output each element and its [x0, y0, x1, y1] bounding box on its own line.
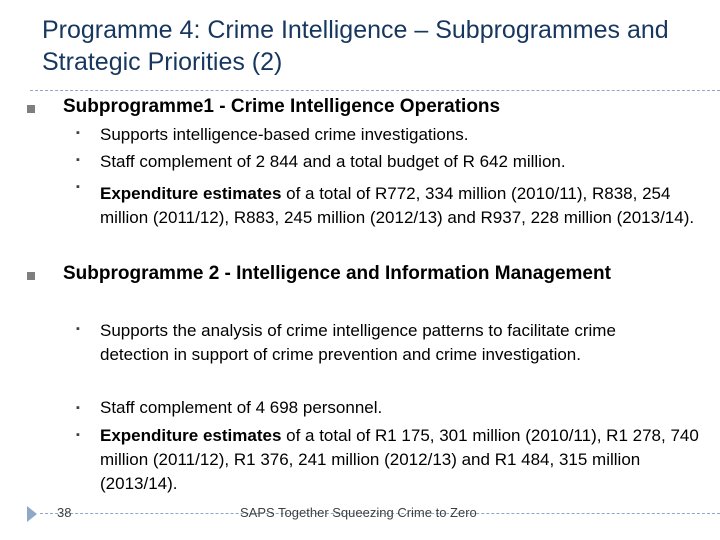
square-bullet-icon: [76, 405, 83, 412]
list-item: [100, 424, 710, 496]
page-number: 38: [57, 505, 72, 520]
item-text: of a total of R772, 334 million (2010/11), R838, 254 million (2011/12), R883, 245 million (2012/13) and R937, 228 million (2013/14).: [100, 184, 695, 227]
footer-slogan: SAPS Together Squeezing Crime to Zero: [240, 505, 477, 520]
title-divider: [30, 90, 720, 91]
square-bullet-icon: [76, 326, 83, 333]
section-heading: Subprogramme 2 - Intelligence and Information Management: [63, 263, 611, 284]
square-bullet-icon: [76, 130, 83, 137]
item-text: of a total of R1 175, 301 million (2010/11), R1 278, 740 million (2011/12), R1 376, 241 million (2012/13) and R1 484, 315 million (2013/14).: [100, 426, 699, 493]
section-heading: Subprogramme1 - Crime Intelligence Operations: [63, 96, 501, 117]
arrow-right-icon: [27, 506, 37, 522]
section-bullet-icon: [27, 272, 35, 280]
list-item: Supports the analysis of crime intelligence patterns to facilitate crime detection in support of crime prevention and crime investigation.: [100, 321, 616, 364]
item-emphasis: Expenditure estimates: [100, 426, 282, 445]
list-item: Supports intelligence-based crime investigations.: [100, 125, 469, 144]
list-item: [100, 182, 710, 230]
section-bullet-icon: [27, 105, 35, 113]
item-emphasis: Expenditure estimates: [100, 184, 282, 203]
list-item: Staff complement of 4 698 personnel.: [100, 398, 383, 417]
square-bullet-icon: [76, 184, 83, 191]
square-bullet-icon: [76, 432, 83, 439]
slide-title: Programme 4: Crime Intelligence – Subprogrammes and Strategic Priorities (2): [42, 16, 669, 76]
list-item: Staff complement of 2 844 and a total budget of R 642 million.: [100, 152, 566, 171]
square-bullet-icon: [76, 157, 83, 164]
